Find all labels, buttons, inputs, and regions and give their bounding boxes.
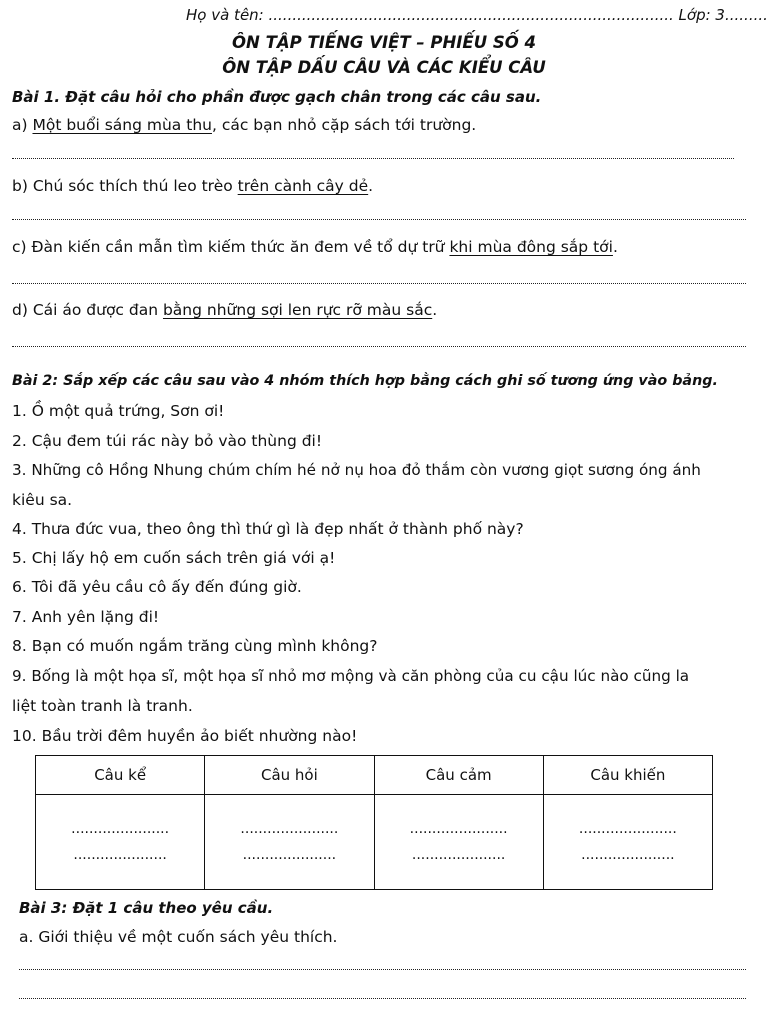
answer-cell-cau-ke[interactable] xyxy=(36,795,205,890)
worksheet-subtitle: ÔN TẬP DẤU CÂU VÀ CÁC KIỂU CÂU xyxy=(222,58,546,77)
bai1-a-prefix: a) xyxy=(12,116,33,134)
bai1-question-c xyxy=(12,238,618,256)
sentence-item: 5. Chị lấy hộ em cuốn sách trên giá với ạ! xyxy=(12,549,336,567)
bai1-b-suffix: . xyxy=(368,177,374,195)
bai1-b-prefix: b) Chú sóc thích thú leo trèo xyxy=(12,177,238,195)
bai1-c-suffix: . xyxy=(612,238,618,256)
bai1-question-d xyxy=(12,301,437,319)
bai1-b-underlined: trên cành cây dẻ xyxy=(237,177,369,195)
answer-cell-cau-hoi[interactable] xyxy=(205,795,374,890)
bai1-d-prefix: d) Cái áo được đan xyxy=(12,301,163,319)
sentence-item: 3. Những cô Hồng Nhung chúm chím hé nở nụ hoa đỏ thắm còn vương giọt sương óng ánh xyxy=(12,461,701,479)
sentence-item: 9. Bống là một họa sĩ, một họa sĩ nhỏ mơ mộng và căn phòng của cu cậu lúc nào cũng la xyxy=(12,667,690,685)
table-answer-row xyxy=(36,795,713,890)
column-header-cau-cam: Câu cảm xyxy=(374,756,543,795)
sentence-item: 6. Tôi đã yêu cầu cô ấy đến đúng giờ. xyxy=(12,578,302,596)
table-header-row xyxy=(36,756,713,795)
answer-line-a xyxy=(12,158,734,159)
sentence-item: 1. Ồ một quả trứng, Sơn ơi! xyxy=(12,402,225,420)
sentence-item: 7. Anh yên lặng đi! xyxy=(12,608,160,626)
sentence-item-continuation: liệt toàn tranh là tranh. xyxy=(12,697,193,715)
sentence-item: 10. Bầu trời đêm huyền ảo biết nhường nào! xyxy=(12,727,358,745)
column-header-cau-khien: Câu khiến xyxy=(543,756,712,795)
sentence-item-continuation: kiêu sa. xyxy=(12,491,73,509)
sentence-item: 4. Thưa đức vua, theo ông thì thứ gì là đẹp nhất ở thành phố này? xyxy=(12,520,524,538)
bai1-a-underlined: Một buổi sáng mùa thu xyxy=(32,116,212,134)
blank-line: ..................... xyxy=(411,847,506,863)
bai1-c-prefix: c) Đàn kiến cần mẫn tìm kiếm thức ăn đem về tổ dự trữ xyxy=(12,238,450,256)
bai1-a-suffix: , các bạn nhỏ cặp sách tới trường. xyxy=(211,116,477,134)
answer-line-bai3-2 xyxy=(19,998,746,999)
answer-line-b xyxy=(12,219,746,220)
blank-line: ...................... xyxy=(409,821,508,837)
answer-line-bai3-1 xyxy=(19,969,746,970)
sentence-item: 8. Bạn có muốn ngắm trăng cùng mình không? xyxy=(12,637,378,655)
sentence-item: 2. Cậu đem túi rác này bỏ vào thùng đi! xyxy=(12,432,323,450)
column-header-cau-hoi: Câu hỏi xyxy=(205,756,374,795)
blank-line: ...................... xyxy=(71,821,170,837)
blank-line: ...................... xyxy=(240,821,339,837)
blank-line: ...................... xyxy=(578,821,677,837)
bai3-item-a: a. Giới thiệu về một cuốn sách yêu thích. xyxy=(19,928,338,946)
answer-line-c xyxy=(12,283,746,284)
bai1-d-suffix: . xyxy=(432,301,438,319)
bai3-heading: Bài 3: Đặt 1 câu theo yêu cầu. xyxy=(19,899,274,917)
blank-line: ..................... xyxy=(73,847,167,863)
sentence-type-table xyxy=(35,755,713,890)
bai2-heading: Bài 2: Sắp xếp các câu sau vào 4 nhóm thích hợp bằng cách ghi số tương ứng vào bảng. xyxy=(12,373,718,389)
name-class-line: Họ và tên: ..................................................................................... Lớp: 3......... xyxy=(186,6,768,24)
column-header-cau-ke: Câu kể xyxy=(36,756,205,795)
bai1-question-b xyxy=(12,177,373,195)
bai1-c-underlined: khi mùa đông sắp tới xyxy=(449,238,613,256)
worksheet-title: ÔN TẬP TIẾNG VIỆT – PHIẾU SỐ 4 xyxy=(232,33,536,52)
bai1-question-a xyxy=(12,116,476,134)
answer-cell-cau-khien[interactable] xyxy=(543,795,712,890)
answer-line-d xyxy=(12,346,746,347)
bai1-heading: Bài 1. Đặt câu hỏi cho phần được gạch chân trong các câu sau. xyxy=(12,88,542,106)
bai1-d-underlined: bằng những sợi len rực rỡ màu sắc xyxy=(162,301,433,319)
answer-cell-cau-cam[interactable] xyxy=(374,795,543,890)
blank-line: ..................... xyxy=(581,847,675,863)
blank-line: ..................... xyxy=(242,847,337,863)
